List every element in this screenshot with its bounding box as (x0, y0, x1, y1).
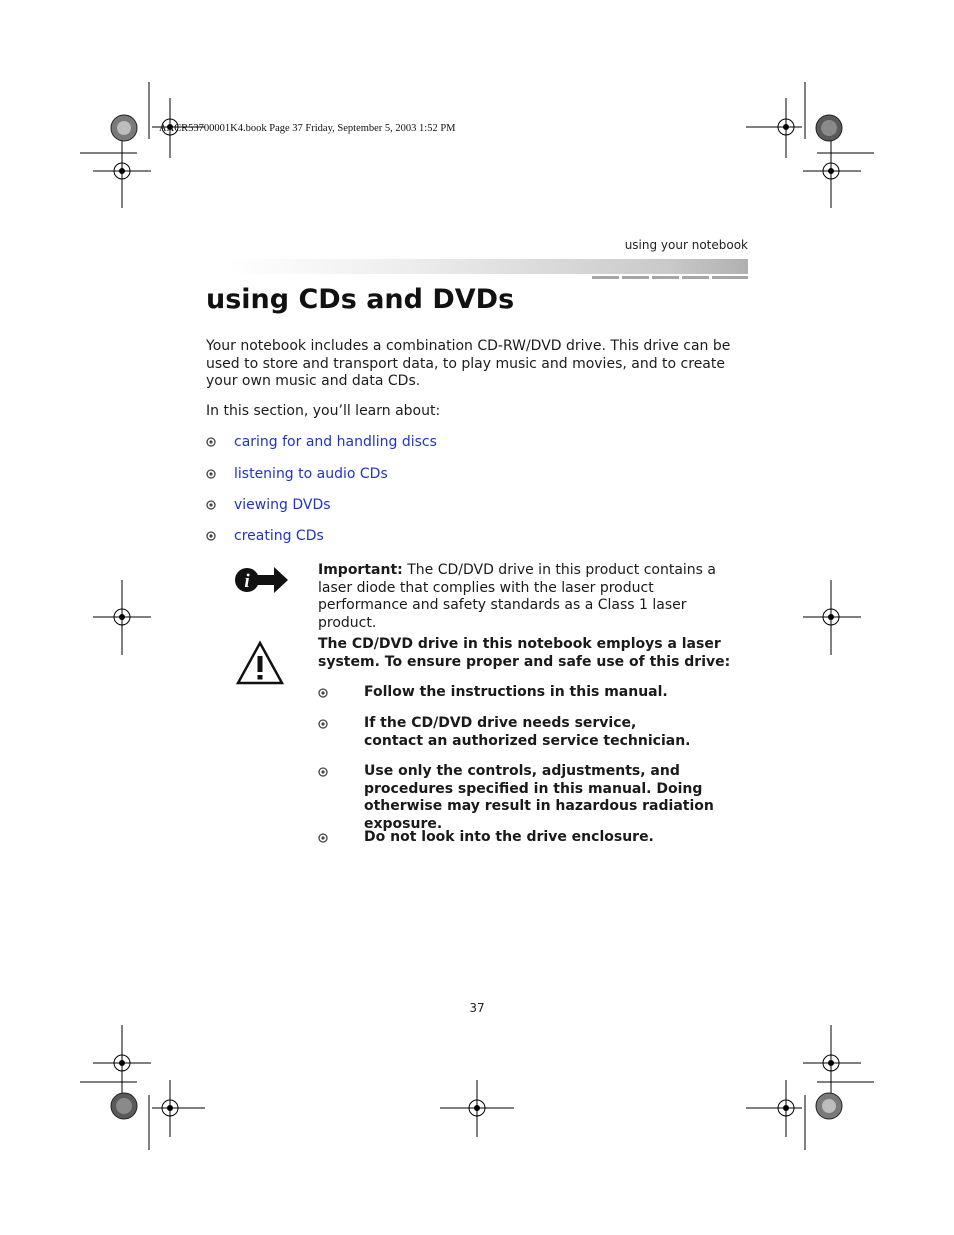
bullet-icon (206, 469, 216, 479)
bullet-icon (318, 688, 328, 698)
topic-link-care[interactable]: caring for and handling discs (234, 434, 437, 450)
warning-item-text: Use only the controls, adjustments, and procedures specified in this manual. Doing otherwise may result in hazardous radiation exposure. (364, 763, 714, 832)
important-text: The CD/DVD drive in this product contains a laser diode that complies with the laser product performance and safety standards as a Class 1 laser product. (318, 562, 716, 631)
bullet-icon (206, 531, 216, 541)
header-rule-dash (592, 276, 619, 279)
list-item (206, 496, 331, 514)
learn-intro: In this section, you’ll learn about: (206, 403, 441, 419)
header-rule-dash (652, 276, 679, 279)
header-rule-dash (712, 276, 748, 279)
warning-item-text: Follow the instructions in this manual. (364, 684, 668, 700)
warning-item-text: If the CD/DVD drive needs service, contact an authorized service technician. (364, 715, 691, 749)
header-rule-bar (228, 259, 748, 274)
svg-text:i: i (244, 571, 250, 592)
warning-list-item (318, 715, 738, 750)
bullet-icon (318, 719, 328, 729)
list-item (206, 433, 437, 451)
list-item (206, 527, 324, 545)
warning-text: The CD/DVD drive in this notebook employs a laser system. To ensure proper and safe use of this drive: (318, 636, 731, 670)
warning-triangle-icon (235, 640, 285, 686)
header-rule-dash (622, 276, 649, 279)
list-item (206, 465, 388, 483)
info-pointer-icon (234, 562, 290, 598)
bullet-icon (318, 833, 328, 843)
print-header: AACR53700001K4.book Page 37 Friday, September 5, 2003 1:52 PM (159, 123, 456, 134)
topic-link-dvds[interactable]: viewing DVDs (234, 497, 331, 513)
bullet-icon (206, 500, 216, 510)
warning-item-text: Do not look into the drive enclosure. (364, 829, 654, 845)
warning-list-item (318, 763, 738, 833)
intro-paragraph: Your notebook includes a combination CD-RW/DVD drive. This drive can be used to store and transport data, to play music and movies, and to create your own music and data CDs. (206, 338, 731, 389)
topic-link-creating[interactable]: creating CDs (234, 528, 324, 544)
section-label: using your notebook (624, 238, 748, 252)
page-number: 37 (469, 1001, 485, 1015)
bullet-icon (318, 767, 328, 777)
header-rule-dash (682, 276, 709, 279)
bullet-icon (206, 437, 216, 447)
warning-list-item (318, 829, 738, 847)
important-note (318, 562, 738, 632)
warning-list-item (318, 684, 738, 702)
page-title: using CDs and DVDs (206, 284, 515, 315)
important-label: Important: (318, 562, 403, 578)
topic-link-audio[interactable]: listening to audio CDs (234, 466, 388, 482)
